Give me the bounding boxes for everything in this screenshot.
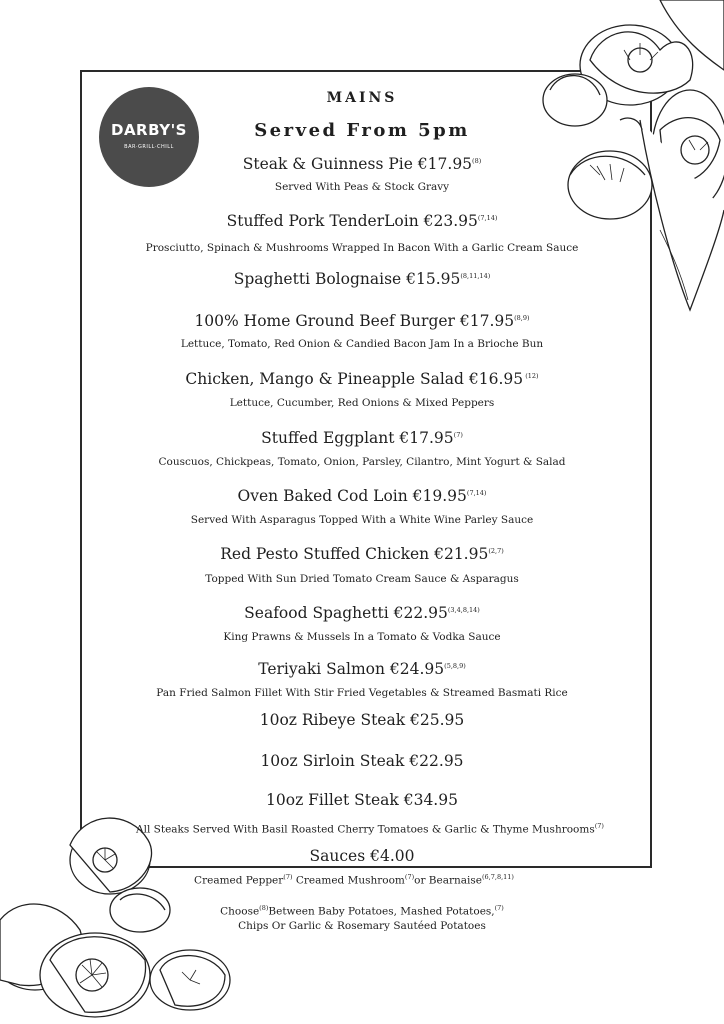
allergen-codes: (7): [404, 873, 415, 881]
menu-item-title: [0, 791, 724, 809]
sides-line-1: [0, 904, 724, 918]
allergen-codes: (7): [594, 822, 604, 830]
dish-name-price: Spaghetti Bolognaise €15.95: [233, 270, 461, 288]
dish-name-price: 10oz Sirloin Steak €22.95: [260, 752, 464, 770]
sides-text: Between Baby Potatoes, Mashed Potatoes,: [268, 905, 495, 918]
section-title: MAINS: [326, 90, 398, 106]
dish-name-price: Seafood Spaghetti €22.95: [244, 604, 448, 622]
steaks-note: [8, 822, 724, 836]
menu-item-description: Topped With Sun Dried Tomato Cream Sauce & Asparagus: [205, 573, 519, 585]
menu-item-description: Served With Asparagus Topped With a White Wine Parley Sauce: [190, 514, 534, 526]
menu-item-title: [0, 752, 724, 770]
menu-item-description: Served With Peas & Stock Gravy: [274, 181, 450, 193]
menu-item-description: Lettuce, Tomato, Red Onion & Candied Bacon Jam In a Brioche Bun: [180, 338, 544, 350]
menu-item-title: [0, 370, 724, 388]
menu-item-description: Pan Fried Salmon Fillet With Stir Fried Vegetables & Streamed Basmati Rice: [156, 687, 568, 699]
sides-text: Choose: [220, 905, 260, 918]
menu-item-description: King Prawns & Mussels In a Tomato & Vodka Sauce: [223, 631, 501, 643]
dish-name-price: Teriyaki Salmon €24.95: [258, 660, 445, 678]
allergen-codes: (7,14): [477, 213, 498, 222]
dish-name-price: Stuffed Pork TenderLoin €23.95: [226, 212, 478, 230]
section-subtitle: Served From 5pm: [254, 120, 470, 141]
allergen-codes: (3,4,8,14): [447, 605, 480, 614]
sauces-options: [0, 873, 716, 887]
menu-item-title: [0, 270, 724, 288]
sauces-title: Sauces €4.00: [309, 847, 415, 865]
allergen-codes: (2,7): [488, 546, 504, 555]
allergen-codes: (6,7,8,11): [482, 873, 514, 881]
dish-name-price: Steak & Guinness Pie €17.95: [242, 155, 473, 173]
menu-item-title: [0, 604, 724, 622]
sides-line-2: Chips Or Garlic & Rosemary Sautéed Potatoes: [238, 920, 486, 932]
allergen-codes: (7): [453, 430, 463, 439]
menu-item-title: [0, 545, 724, 563]
logo-name: DARBY'S: [111, 121, 187, 139]
allergen-codes: (7,14): [466, 488, 487, 497]
allergen-codes: (12): [523, 371, 539, 380]
allergen-codes: (8): [472, 156, 482, 165]
allergen-codes: (8,11,14): [460, 271, 491, 280]
dish-name-price: Oven Baked Cod Loin €19.95: [237, 487, 467, 505]
menu-item-title: [0, 487, 724, 505]
menu-item-title: [0, 312, 724, 330]
allergen-codes: (7): [283, 873, 293, 881]
menu-item-description: Couscuos, Chickpeas, Tomato, Onion, Parsley, Cilantro, Mint Yogurt & Salad: [158, 456, 566, 468]
menu-item-title: [0, 429, 724, 447]
menu-item-description: Lettuce, Cucumber, Red Onions & Mixed Peppers: [229, 397, 495, 409]
dish-name-price: 10oz Ribeye Steak €25.95: [259, 711, 465, 729]
dish-name-price: 10oz Fillet Steak €34.95: [266, 791, 458, 809]
allergen-codes: (7): [494, 904, 504, 912]
menu-item-title: [0, 212, 724, 230]
menu-item-title: [0, 711, 724, 729]
dish-name-price: Stuffed Eggplant €17.95: [261, 429, 454, 447]
dish-name-price: 100% Home Ground Beef Burger €17.95: [194, 312, 515, 330]
menu-item-title: [0, 155, 724, 173]
allergen-codes: (8,9): [514, 313, 530, 322]
steaks-note-text: All Steaks Served With Basil Roasted Cherry Tomatoes & Garlic & Thyme Mushrooms: [136, 823, 595, 836]
allergen-codes: (5,8,9): [444, 661, 466, 670]
sauce-option: Creamed Pepper: [194, 874, 284, 887]
dish-name-price: Red Pesto Stuffed Chicken €21.95: [220, 545, 489, 563]
dish-name-price: Chicken, Mango & Pineapple Salad €16.95: [185, 370, 524, 388]
menu-item-description: Prosciutto, Spinach & Mushrooms Wrapped In Bacon With a Garlic Cream Sauce: [145, 242, 579, 254]
menu-item-title: [0, 660, 724, 678]
sauce-option: Creamed Mushroom: [292, 874, 405, 887]
allergen-codes: (8): [259, 904, 269, 912]
logo-tagline: BAR·GRILL·CHILL: [124, 144, 174, 150]
sauce-option: or Bearnaise: [414, 874, 482, 887]
